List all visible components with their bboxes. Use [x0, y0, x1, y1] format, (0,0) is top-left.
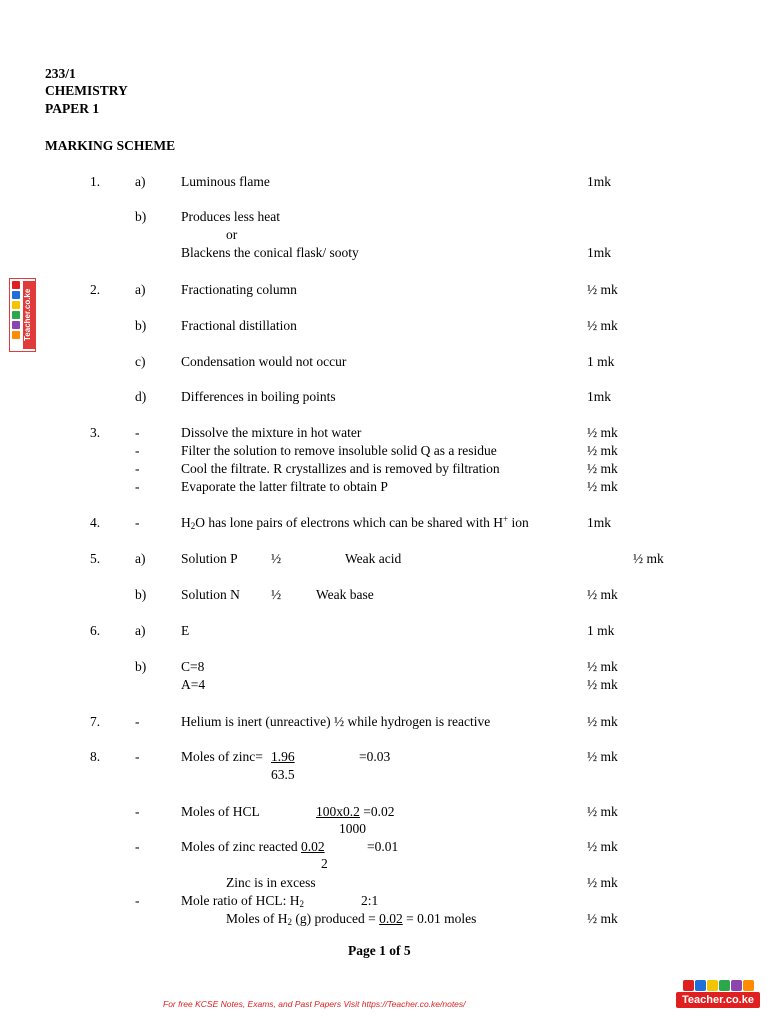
- q1-a-answer: Luminous flame: [181, 174, 270, 189]
- q2-c-answer: Condensation would not occur: [181, 354, 347, 369]
- q2-a-mark: ½ mk: [587, 282, 618, 297]
- q3-dash-4: -: [135, 479, 140, 494]
- q8-line-1-numerator: 1.96: [271, 749, 295, 764]
- q5-b-solution: Solution N: [181, 587, 240, 602]
- q8-dash-2: -: [135, 804, 140, 819]
- q5-a-label: a): [135, 551, 146, 566]
- q2-b-mark: ½ mk: [587, 318, 618, 333]
- q6-b-label: b): [135, 659, 147, 674]
- paper-code: 233/1: [45, 66, 76, 81]
- q3-mark-3: ½ mk: [587, 461, 618, 476]
- q4-number: 4.: [90, 515, 101, 530]
- q2-number: 2.: [90, 282, 101, 297]
- q5-b-half: ½: [271, 587, 282, 602]
- q5-a-half: ½: [271, 551, 282, 566]
- q4-dash: -: [135, 515, 140, 530]
- q3-dash-2: -: [135, 443, 140, 458]
- q8-line-3: Moles of zinc reacted 0.02: [181, 839, 325, 854]
- q1-b-label: b): [135, 209, 147, 224]
- q4-answer: $H_2O$ has lone pairs of electrons which can be shared with H+ ion: [181, 514, 529, 531]
- q2-c-label: c): [135, 354, 146, 369]
- q8-number: 8.: [90, 749, 101, 764]
- q8-line-2-fraction: 100x0.2 =0.02: [316, 804, 395, 819]
- q8-dash-5: -: [135, 893, 140, 908]
- q5-a-type: Weak acid: [345, 551, 402, 566]
- q3-step-3: Cool the filtrate. R crystallizes and is removed by filtration: [181, 461, 500, 476]
- q3-step-1: Dissolve the mixture in hot water: [181, 425, 362, 440]
- q5-b-mark: ½ mk: [587, 587, 618, 602]
- q4-mark: 1mk: [587, 515, 612, 530]
- paper-number: PAPER 1: [45, 101, 100, 116]
- q8-dash-1: -: [135, 749, 140, 764]
- q7-dash: -: [135, 714, 140, 729]
- color-blocks-icon: [676, 980, 760, 991]
- q6-b-mark-1: ½ mk: [587, 659, 618, 674]
- q1-a-label: a): [135, 174, 146, 189]
- teacher-side-logo: [9, 278, 36, 352]
- teacher-brand-logo: [676, 980, 760, 1010]
- q5-number: 5.: [90, 551, 101, 566]
- q1-b-or: or: [226, 227, 238, 242]
- q6-b-answer-2: A=4: [181, 677, 206, 692]
- q6-a-label: a): [135, 623, 146, 638]
- side-logo-text: Teacher.co.ke: [23, 281, 35, 349]
- q7-number: 7.: [90, 714, 101, 729]
- q2-a-label: a): [135, 282, 146, 297]
- q3-dash-1: -: [135, 425, 140, 440]
- q3-step-4: Evaporate the latter filtrate to obtain P: [181, 479, 388, 494]
- q5-a-solution: Solution P: [181, 551, 238, 566]
- q8-line-5: Mole ratio of HCL: $H_2$: [181, 893, 304, 909]
- q8-mark-2: ½ mk: [587, 804, 618, 819]
- q8-line-1-result: =0.03: [359, 749, 391, 764]
- q6-b-answer-1: C=8: [181, 659, 205, 674]
- q2-b-answer: Fractional distillation: [181, 318, 297, 333]
- q6-number: 6.: [90, 623, 101, 638]
- q8-line-2-denominator: 1000: [339, 821, 366, 836]
- q6-a-answer: E: [181, 623, 190, 638]
- q8-line-3-result: =0.01: [367, 839, 399, 854]
- q5-b-label: b): [135, 587, 147, 602]
- q8-dash-3: -: [135, 839, 140, 854]
- q8-line-2-label: Moles of HCL: [181, 804, 260, 819]
- q3-mark-4: ½ mk: [587, 479, 618, 494]
- q8-line-4: Zinc is in excess: [226, 875, 316, 890]
- q3-step-2: Filter the solution to remove insoluble solid Q as a residue: [181, 443, 497, 458]
- q5-b-type: Weak base: [316, 587, 374, 602]
- q8-mark-1: ½ mk: [587, 749, 618, 764]
- q1-b-mark: 1mk: [587, 245, 612, 260]
- q8-line-5-ratio: 2:1: [361, 893, 379, 908]
- q2-a-answer: Fractionating column: [181, 282, 297, 297]
- q1-a-mark: 1mk: [587, 174, 612, 189]
- subject-title: CHEMISTRY: [45, 83, 128, 98]
- q3-number: 3.: [90, 425, 101, 440]
- q8-mark-4: ½ mk: [587, 875, 618, 890]
- q3-dash-3: -: [135, 461, 140, 476]
- q1-number: 1.: [90, 174, 101, 189]
- q2-b-label: b): [135, 318, 147, 333]
- q8-line-6: Moles of $H_2$ (g) produced = 0.02 = 0.01 moles: [226, 911, 477, 927]
- q2-d-label: d): [135, 389, 147, 404]
- q8-line-1-label: Moles of zinc=: [181, 749, 263, 764]
- brand-logo-text: Teacher.co.ke: [676, 992, 760, 1008]
- q8-line-3-denominator: 2: [321, 856, 328, 871]
- q2-d-answer: Differences in boiling points: [181, 389, 336, 404]
- page-number: Page 1 of 5: [348, 943, 411, 958]
- color-blocks-icon: [12, 281, 21, 349]
- q5-a-mark: ½ mk: [633, 551, 664, 566]
- q3-mark-1: ½ mk: [587, 425, 618, 440]
- q6-a-mark: 1 mk: [587, 623, 615, 638]
- footer-link[interactable]: For free KCSE Notes, Exams, and Past Papers Visit https://Teacher.co.ke/notes/: [163, 999, 466, 1009]
- q3-mark-2: ½ mk: [587, 443, 618, 458]
- q7-answer: Helium is inert (unreactive) ½ while hydrogen is reactive: [181, 714, 491, 729]
- q6-b-mark-2: ½ mk: [587, 677, 618, 692]
- q2-d-mark: 1mk: [587, 389, 612, 404]
- q8-mark-6: ½ mk: [587, 911, 618, 926]
- q1-b-answer-2: Blackens the conical flask/ sooty: [181, 245, 359, 260]
- q7-mark: ½ mk: [587, 714, 618, 729]
- q8-mark-3: ½ mk: [587, 839, 618, 854]
- marking-scheme-title: MARKING SCHEME: [45, 138, 176, 153]
- q8-line-1-denominator: 63.5: [271, 767, 295, 782]
- q1-b-answer-1: Produces less heat: [181, 209, 280, 224]
- q2-c-mark: 1 mk: [587, 354, 615, 369]
